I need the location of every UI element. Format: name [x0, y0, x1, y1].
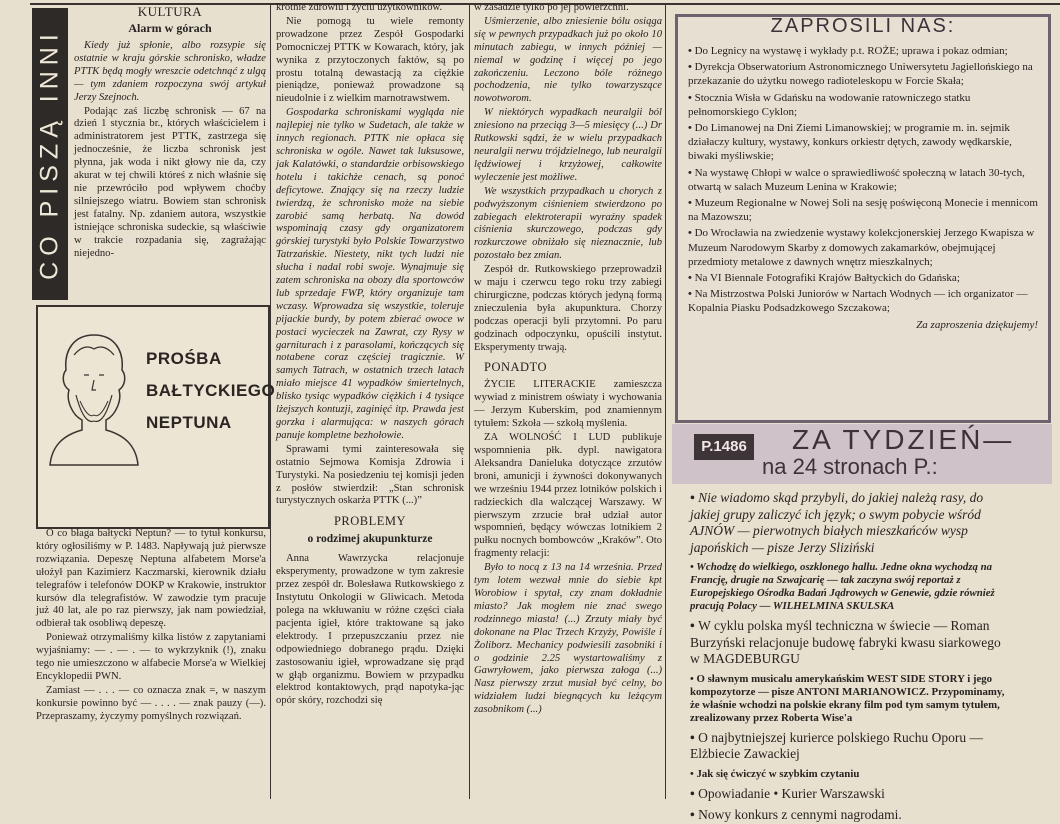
next-issue-item: • O sławnym musicalu amerykańskim WEST SIDE STORY i jego kompozytorze — pisze ANTONI MARIANOWICZ. Przypominamy, że właśnie wchodzi na polskie ekrany film pod tym samym tytułem, zrealizowany przez Roberta Wise'a — [690, 672, 1005, 724]
contest-title — [146, 343, 275, 439]
invitation-item: • Na VI Biennale Fotografiki Krajów Bałtyckich do Gdańska; — [688, 272, 960, 285]
paragraph: ZA WOLNOŚĆ I LUD publikuje wspomnienia płk. dypl. nawigatora Aleksandra Danieluka dotyczące zrzutów broni, amunicji i żywności dokonywanych we wrześniu 1944 przez lotników polskich i radzieckich dla walczącej Warszawy. W pierwszym zrzucie brał udział autor wspomnień, będący wówczas lotnikiem 2 pułku nocnych bombowców „Kraków”. Oto fragmenty relacji: — [474, 432, 662, 560]
paragraph: W niektórych wypadkach neuralgii ból zniesiono na przeciąg 3—5 miesięcy (...) Dr Rutkowski sądzi, że w wielu przypadkach neuralgii nerwu trójdzielnego, lub neuralgii lędźwiowej i krzyżowej, całkowite wyleczenie jest możliwe. — [474, 107, 662, 183]
invitation-item: • Do Limanowej na Dni Ziemi Limanowskiej; w programie m. in. sejmik działaczy kultury, wystawy, konkurs orkiestr dętych, zawody wędkarskie, biwaki myśliwskie; — [688, 122, 1012, 163]
column-3 — [474, 2, 662, 799]
column-1-bottom — [36, 528, 266, 799]
paragraph: O co błaga bałtycki Neptun? — to tytuł konkursu, który ogłosiliśmy w P. 1483. Napływają już pierwsze rozwiązania. Depeszę Neptuna alfabetem Morse'a ułożył pan Kazimierz Kaczmarski, kierownik działu telegrafów i telefonów DOKP w Krakowie, instruktor kursów dla telegrafistów. W zawodzie tym pracuje już 40 lat, ale po raz pierwszy, jak nam powiedział, odbierał tak osobliwą depeszę. — [36, 528, 266, 630]
paragraph: Nie pomogą tu wiele remonty prowadzone przez Zespół Gospodarki Pomocniczej PTTK w Kowarach, który, jak wynika z przytoczonych faktów, są po prostu totalną dewastacją za ciężkie pieniądze, ponieważ prowadzone są nieudolnie i z wielkim marnotrawstwem. — [276, 15, 464, 105]
invitation-item: • Stocznia Wisła w Gdańsku na wodowanie ratowniczego statku pełnomorskiego Cyklon; — [688, 91, 971, 118]
next-issue-item: • Opowiadanie • Kurier Warszawski — [690, 785, 885, 801]
section-heading: PROBLEMY — [333, 514, 407, 529]
paragraph: Zamiast — . . . — co oznacza znak =, w naszym konkursie powinno być — . . . . — znak pauzy (—). Przepraszamy, życzymy pomyślnych rozwiązań. — [36, 684, 266, 722]
next-issue-item: • Jak się ćwiczyć w szybkim czytaniu — [690, 767, 860, 780]
paragraph: Uśmierzenie, albo zniesienie bólu osiąga się w pewnych przypadkach już po około 10 minutach zabiegu, w innych później — niemal w godzinę i więcej po jego zakończeniu. Leczono bóle różnego pochodzenia, nie tylko towarzyszące nowotworom. — [474, 15, 662, 105]
section-heading: PONADTO — [484, 360, 547, 375]
paragraph: ŻYCIE LITERACKIE zamieszcza wywiad z ministrem oświaty i wychowania — Jerzym Kuberskim, pod znamiennym tytułem: Szkoła — szkołą myślenia. — [474, 379, 662, 430]
column-divider — [665, 5, 666, 799]
neptune-bust-illustration — [44, 325, 144, 475]
paragraph: w zasadzie tylko po jej powierzchni. — [474, 2, 629, 13]
column-divider — [469, 5, 470, 799]
next-issue-header — [672, 424, 1052, 484]
invitation-item: • Dyrekcja Obserwatorium Astronomicznego Uniwersytetu Jagiellońskiego na przekazanie do użytku nowego radioteleskopu w Forcie Skała; — [688, 61, 1033, 88]
paragraph: krotnie zdrowiu i życiu użytkowników. — [276, 2, 443, 13]
column-1-top — [74, 2, 266, 302]
paragraph: Anna Wawrzycka relacjonuje eksperymenty, prowadzone w tym zakresie przez zespół dr. Bolesława Rutkowskiego z Instytutu Onkologii w Gliwicach. Metoda polega na wkłuwaniu w różne części ciała pacjenta igieł, które traktowane są jako elektrody. I przepuszczaniu przez nie odpowiedniego dobranego prądu. Dzięki zastosowaniu igieł, wprowadzane się prąd w głąb organizmu. Bowiem w przypadku elektrod kontaktowych, prąd napotyka-jąc opór skóry, rozchodzi się — [276, 553, 464, 707]
next-issue-list — [690, 490, 1010, 822]
paragraph: Było to nocą z 13 na 14 września. Przed tym lotem wezwał mnie do siebie kpt Worobiow i spytał, czy znam dokładnie miasto? Jak mogłem nie znać swego rodzinnego miasta! (...) Zrzuty miały być dokonane na Plac Trzech Krzyży, Powiśle i Żoliborz. Mechanicy podwiesili zasobniki i o godzinie 2.25 wystartowaliśmy z Gawryłowem, jako pierwsza załoga (...) Nasz pierwszy zrzut musiał być celny, bo widziałem ludzi biegnących ku leżącym zasobnikom (...) — [474, 562, 662, 716]
section-banner — [32, 8, 68, 300]
banner-title: CO PISZĄ INNI — [35, 28, 64, 280]
next-issue-item: • O najbytniejszej kurierce polskiego Ruchu Oporu — Elżbiecie Zawackiej — [690, 729, 984, 761]
invitation-item: • Do Legnicy na wystawę i wykłady p.t. ROŻE; uprawa i pokaz odmian; — [688, 45, 1008, 57]
article-headline: o rodzimej akupunkturze — [307, 533, 433, 546]
next-issue-item: • Nie wiadomo skąd przybyli, do jakiej należą rasy, do jakiej grupy zaliczyć ich język; o swym pobycie wśród AJNÓW — pierwotnych białych mieszkańców wysp japońskich — pisze Jerzy Sliziński — [690, 490, 984, 555]
invitations-list — [688, 44, 1038, 416]
article-headline: Alarm w górach — [128, 21, 212, 35]
invitation-item: • Muzeum Regionalne w Nowej Soli na sesję poświęconą Monecie i mennicom na Mazowszu; — [688, 197, 1038, 224]
contest-title-line: NEPTUNA — [146, 413, 232, 432]
invitations-thanks: Za zaproszenia dziękujemy! — [916, 318, 1038, 331]
contest-box — [36, 305, 276, 529]
next-issue-item: • Wchodzę do wielkiego, oszklonego hallu. Jedne okna wychodzą na Francję, drugie na Szwajcarię — tak zaczyna swój reportaż z Europejskiego Ośrodka Badań Jądrowych w Genewie, gdzie również pracują Polacy — WILHELMINA SKULSKA — [690, 561, 995, 612]
next-issue-title: ZA TYDZIEŃ— — [792, 424, 1015, 455]
invitation-item: • Na Mistrzostwa Polski Juniorów w Nartach Wodnych — ich organizator — Kopalnia Piasku Podsadzkowego Szczakowa; — [688, 288, 1028, 315]
paragraph: Gospodarka schroniskami wygląda nie najlepiej nie tylko w Sudetach, ale także w innych regionach. PTTK nie opłaca się schroniska w ogóle. Nawet tak luksusowe, jak Kalatówki, o standardzie orbisowskiego hotelu i takichże cenach, są ponoć deficytowe. Znający się na rzeczy ludzie twierdzą, że schronisko może na siebie zarobić samą herbatą. Na dowód wspominają czasy gdy organizatorem górskiej turystyki było Polskie Towarzystwo Tatrzańskie. Niestety, nikt tych ludzi nie słucha i nadal robi swoje. Wynajmuje się zatem schroniska na obozy dla sportowców lub sprzedaje FWP, który organizuje tam wczasy. Wprowadza się wszystkie, toleruje pijackie burdy, by potem zbierać owoce w postaci wycieczek na Zawrat, czy Rysy w garniturach i z parasolami, kończących się notabene coraz częściej tragicznie. W samych Tatrach, w ostatnich trzech latach miało miejsce 41 wypadków śmiertelnych, blisko tysiąc wypadków ciężkich i 4 tysiące lżejszych kontuzji, zaginięć itp. Prawda jest gorzka i alarmująca: w naszych górach panuje kompletne bezhołowie. — [276, 107, 464, 441]
next-issue-subtitle: na 24 stronach P.: — [762, 454, 938, 479]
paragraph: Podając zaś liczbę schronisk — 67 na dzień 1 stycznia br., których właścicielem i administratorem jest PTTK, zastrzega się jednocześnie, że liczba schronisk jest płynna, jak woda i nikt głowy nie da, czy akurat w tej chwili któreś z nich właśnie się nie przewróciło pod wpływem choćby silniejszego wiatru. Bowiem stan schronisk jest fatalny. Np. zdaniem autora, wszystkie istniejące schroniska sudeckie, są właściwie w trakcie rozpadania się, zagrażając niejedno- — [74, 105, 266, 259]
paragraph: We wszystkich przypadkach u chorych z podwyższonym ciśnieniem stwierdzono po zabiegach elektroterapii wyraźny spadek ciśnienia skurczowego, podczas gdy rozkurczowe obniżało się nieznacznie, lub pozostało bez zmian. — [474, 185, 662, 262]
invitations-box — [675, 14, 1051, 423]
section-heading: KULTURA — [137, 4, 203, 19]
invitation-item: • Do Wrocławia na zwiedzenie wystawy kolekcjonerskiej Jerzego Kwapisza w Muzeum Narodowym Skarby z domowych zakamarków, obejmującej przedmioty metalowe z dawnych wnętrz mieszkalnych; — [688, 227, 1035, 268]
paragraph: Ponieważ otrzymaliśmy kilka listów z zapytaniami wyjaśniamy: — . — . — to wykrzyknik (!), znaku tego nie umieszczono w alfabecie Morse'a w Wielkiej Encyklopedii PWN. — [36, 632, 266, 682]
invitation-item: • Na wystawę Chłopi w walce o sprawiedliwość społeczną w latach 30-tych, otwartą w salach Muzeum Lenina w Krakowie; — [688, 166, 1025, 193]
paragraph: Zespół dr. Rutkowskiego przeprowadził w maju i czerwcu tego roku trzy zabiegi chirurgiczne, podczas których jedyną formą znieczulenia była akupunktura. Chorzy podczas operacji byli przytomni. Po paru godzinach odpoczynku, opuścili instytut. Eksperymenty trwają. — [474, 264, 662, 353]
paragraph: Kiedy już spłonie, albo rozsypie się ostatnie w kraju górskie schronisko, władze PTTK będą mogły wreszcie odetchnąć z ulgą — tym zdaniem rozpoczyna swój artykuł Jerzy Szejnoch. — [74, 40, 266, 103]
invitations-heading: ZAPROSILI NAS: — [770, 15, 956, 37]
next-issue-item: • Nowy konkurs z cennymi nagrodami. — [690, 807, 902, 822]
contest-title-line: PROŚBA — [146, 349, 222, 368]
column-2 — [276, 2, 464, 799]
contest-title-line: BAŁTYCKIEGO — [146, 381, 276, 400]
paragraph: Sprawami tymi zainteresowała się ostatnio Sejmowa Komisja Zdrowia i Turystyki. Na posiedzeniu tej komisji jeden z posłów stwierdził: „Stan schronisk turystycznych oskarża PTTK (...)” — [276, 443, 464, 507]
next-issue-item: • W cyklu polska myśl techniczna w świecie — Roman Burzyński relacjonuje budowę fabryki kwasu siarkowego w MAGDEBURGU — [690, 618, 1001, 666]
issue-badge: P.1486 — [694, 434, 754, 460]
